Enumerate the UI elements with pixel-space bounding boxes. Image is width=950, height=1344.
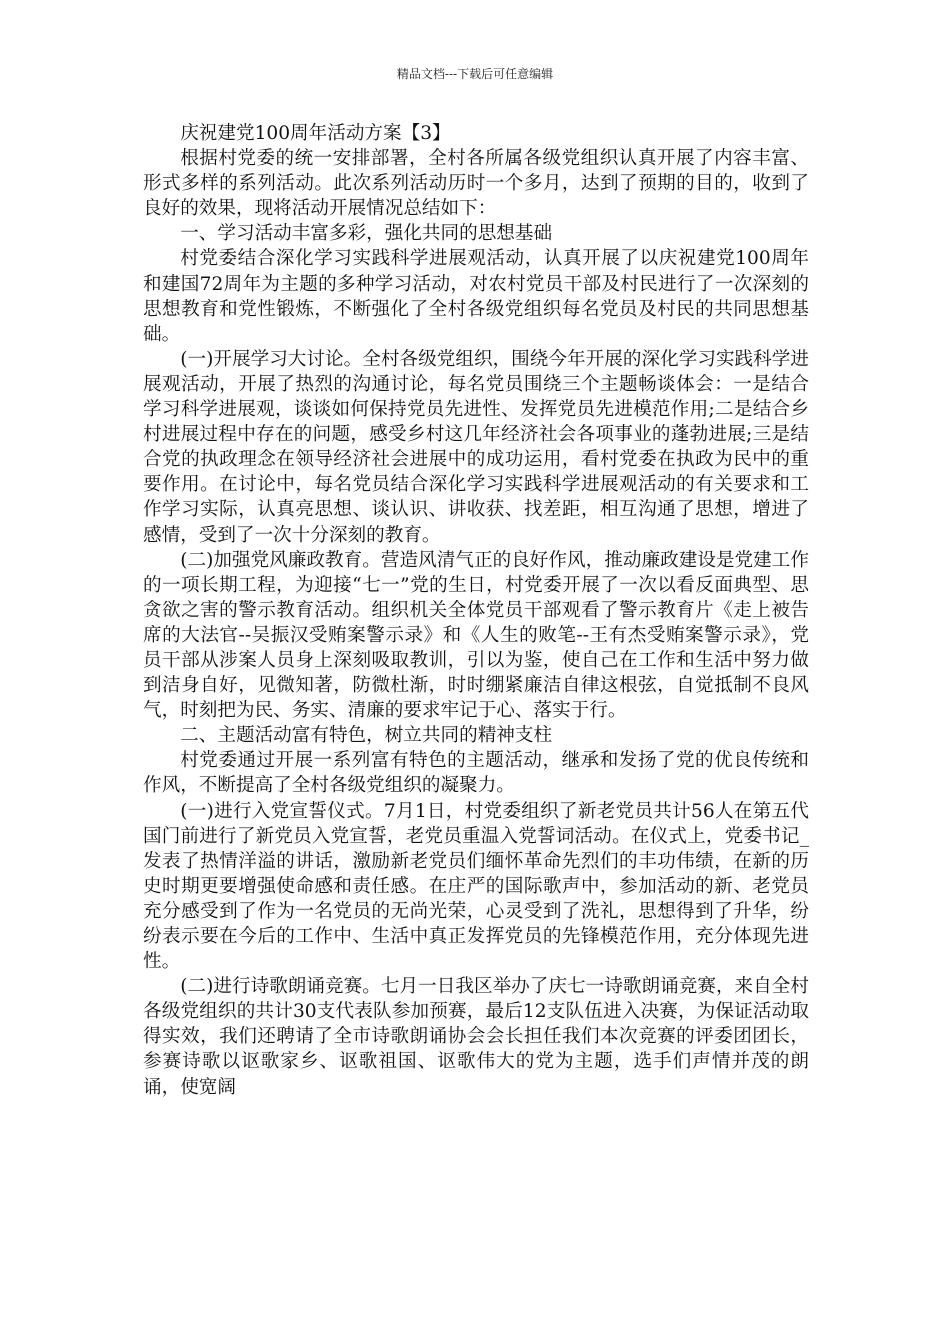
document-title: 庆祝建党100周年活动方案【3】: [180, 123, 451, 144]
page-header: 精品文档---下载后可任意编辑: [396, 67, 554, 81]
section-2-item-2: (二)进行诗歌朗诵竞赛。七月一日我区举办了庆七一诗歌朗诵竞赛，来自全村各级党组织的共计30支代表队参加预赛，最后12支队伍进入决赛，为保证活动取得实效，我们还聘请了全市诗歌朗诵协会会长担任我们本次竞赛的评委团团长，参赛诗歌以讴歌家乡、讴歌祖国、讴歌伟大的党为主题，选手们声情并茂的朗诵，使宽阔: [143, 976, 809, 1098]
section-1-item-2: (二)加强党风廉政教育。营造风清气正的良好作风，推动廉政建设是党建工作的一项长期工程，为迎接“七一”党的生日，村党委开展了一次以看反面典型、思贪欲之害的警示教育活动。组织机关全体党员干部观看了警示教育片《走上被告席的大法官--吴振汉受贿案警示录》和《人生的败笔--王有杰受贿案警示录》，党员干部从涉案人员身上深刻吸取教训，引以为鉴，使自己在工作和生活中努力做到洁身自好，见微知著，防微杜渐，时时绷紧廉洁自律这根弦，自觉抵制不良风气，时刻把为民、务实、清廉的要求牢记于心、落实于行。: [143, 549, 809, 722]
document-body: [143, 121, 809, 1100]
intro-paragraph: 根据村党委的统一安排部署，全村各所属各级党组织认真开展了内容丰富、形式多样的系列活动。此次系列活动历时一个多月，达到了预期的目的，收到了良好的效果，现将活动开展情况总结如下：: [143, 148, 809, 220]
section-1-summary: 村党委结合深化学习实践科学进展观活动，认真开展了以庆祝建党100周年和建国72周年为主题的多种学习活动，对农村党员干部及村民进行了一次深刻的思想教育和党性锻炼，不断强化了全村各级党组织每名党员及村民的共同思想基础。: [143, 248, 809, 345]
section-2-item-1: (一)进行入党宣誓仪式。7月1日，村党委组织了新老党员共计56人在第五代国门前进行了新党员入党宣誓，老党员重温入党誓词活动。在仪式上，党委书记_发表了热情洋溢的讲话，激励新老党员们缅怀革命先烈们的丰功伟绩，在新的历史时期更要增强使命感和责任感。在庄严的国际歌声中，参加活动的新、老党员充分感受到了作为一名党员的无尚光荣，心灵受到了洗礼，思想得到了升华，纷纷表示要在今后的工作中、生活中真正发挥党员的先锋模范作用，充分体现先进性。: [143, 800, 809, 973]
section-2-summary: 村党委通过开展一系列富有特色的主题活动，继承和发扬了党的优良传统和作风，不断提高了全村各级党组织的凝聚力。: [143, 750, 809, 797]
section-2-heading: 二、主题活动富有特色，树立共同的精神支柱: [180, 725, 553, 747]
section-1-heading: 一、学习活动丰富多彩，强化共同的思想基础: [180, 223, 553, 245]
section-1-item-1: (一)开展学习大讨论。全村各级党组织，围绕今年开展的深化学习实践科学进展观活动，开展了热烈的沟通讨论，每名党员围绕三个主题畅谈体会：一是结合学习科学进展观，谈谈如何保持党员先进性、发挥党员先进模范作用;二是结合乡村进展过程中存在的问题，感受乡村这几年经济社会各项事业的蓬勃进展;三是结合党的执政理念在领导经济社会进展中的成功运用，看村党委在执政为民中的重要作用。在讨论中，每名党员结合深化学习实践科学进展观活动的有关要求和工作学习实际，认真亮思想、谈认识、讲收获、找差距，相互沟通了思想，增进了感情，受到了一次十分深刻的教育。: [143, 348, 809, 546]
